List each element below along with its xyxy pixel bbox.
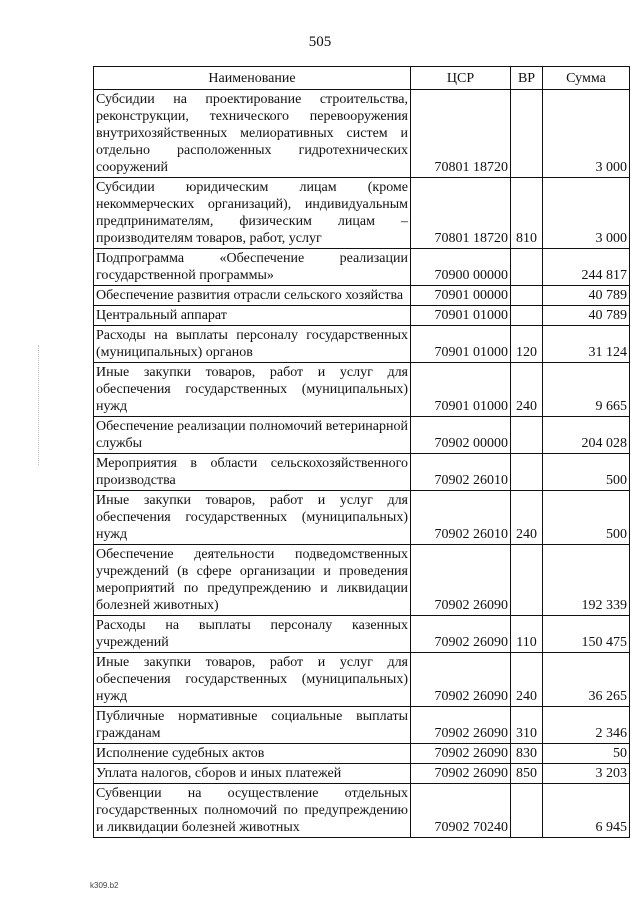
table-row	[94, 417, 630, 454]
row-name: Субвенции на осуществление отдельных государственных полномочий по предупреждению и ликвидации болезней животных	[94, 784, 411, 838]
row-csr: 70902 26090	[411, 764, 511, 784]
row-csr: 70902 26010	[411, 491, 511, 545]
row-name: Публичные нормативные социальные выплаты гражданам	[94, 707, 411, 744]
row-name: Обеспечение деятельности подведомственных учреждений (в сфере организации и проведения мероприятий по предупреждению и ликвидации болезней животных)	[94, 545, 411, 616]
row-sum: 2 346	[543, 707, 630, 744]
row-name: Субсидии на проектирование строительства, реконструкции, технического перевооружения внутрихозяйственных мелиоративных систем и отдельно расположенных гидротехнических сооружений	[94, 90, 411, 178]
row-sum: 500	[543, 454, 630, 491]
table-row	[94, 764, 630, 784]
row-name: Расходы на выплаты персоналу государственных (муниципальных) органов	[94, 326, 411, 363]
row-csr: 70902 26090	[411, 653, 511, 707]
row-vr: 240	[511, 491, 543, 545]
row-name: Иные закупки товаров, работ и услуг для обеспечения государственных (муниципальных) нужд	[94, 653, 411, 707]
row-csr: 70902 70240	[411, 784, 511, 838]
row-sum: 50	[543, 744, 630, 764]
row-csr: 70901 00000	[411, 286, 511, 306]
table-row	[94, 744, 630, 764]
row-sum: 40 789	[543, 306, 630, 326]
row-name: Уплата налогов, сборов и иных платежей	[94, 764, 411, 784]
row-csr: 70902 26090	[411, 616, 511, 653]
row-vr: 830	[511, 744, 543, 764]
table-row	[94, 363, 630, 417]
row-name: Мероприятия в области сельскохозяйственного производства	[94, 454, 411, 491]
row-vr: 810	[511, 178, 543, 249]
row-csr: 70902 26090	[411, 707, 511, 744]
table-row	[94, 249, 630, 286]
row-sum: 6 945	[543, 784, 630, 838]
table-row	[94, 454, 630, 491]
row-sum: 9 665	[543, 363, 630, 417]
row-csr: 70901 01000	[411, 326, 511, 363]
table-row	[94, 326, 630, 363]
row-vr	[511, 306, 543, 326]
table-row	[94, 616, 630, 653]
table-row	[94, 491, 630, 545]
row-name: Обеспечение развития отрасли сельского хозяйства	[94, 286, 411, 306]
row-csr: 70902 26010	[411, 454, 511, 491]
row-vr: 120	[511, 326, 543, 363]
table-header-row	[94, 67, 630, 90]
row-vr: 850	[511, 764, 543, 784]
header-name: Наименование	[94, 67, 411, 90]
row-csr: 70902 26090	[411, 545, 511, 616]
header-csr: ЦСР	[411, 67, 511, 90]
row-vr	[511, 545, 543, 616]
row-vr	[511, 417, 543, 454]
table-row	[94, 784, 630, 838]
row-sum: 36 265	[543, 653, 630, 707]
row-csr: 70901 01000	[411, 306, 511, 326]
row-csr: 70801 18720	[411, 178, 511, 249]
budget-table	[93, 66, 630, 838]
row-name: Исполнение судебных актов	[94, 744, 411, 764]
row-sum: 3 000	[543, 178, 630, 249]
row-vr: 110	[511, 616, 543, 653]
row-name: Обеспечение реализации полномочий ветеринарной службы	[94, 417, 411, 454]
table-row	[94, 286, 630, 306]
row-csr: 70901 01000	[411, 363, 511, 417]
page-number: 505	[308, 34, 332, 50]
row-name: Иные закупки товаров, работ и услуг для обеспечения государственных (муниципальных) нужд	[94, 491, 411, 545]
row-vr: 310	[511, 707, 543, 744]
row-name: Расходы на выплаты персоналу казенных учреждений	[94, 616, 411, 653]
row-sum: 244 817	[543, 249, 630, 286]
row-sum: 500	[543, 491, 630, 545]
row-vr: 240	[511, 363, 543, 417]
row-sum: 192 339	[543, 545, 630, 616]
row-vr	[511, 784, 543, 838]
header-sum: Сумма	[543, 67, 630, 90]
row-csr: 70902 00000	[411, 417, 511, 454]
table-row	[94, 653, 630, 707]
margin-mark	[38, 345, 40, 465]
row-vr	[511, 90, 543, 178]
footer-code: k309.b2	[90, 881, 119, 890]
row-vr	[511, 286, 543, 306]
row-vr	[511, 454, 543, 491]
row-csr: 70801 18720	[411, 90, 511, 178]
row-sum: 150 475	[543, 616, 630, 653]
table-row	[94, 707, 630, 744]
row-sum: 3 000	[543, 90, 630, 178]
header-vr: ВР	[511, 67, 543, 90]
row-csr: 70900 00000	[411, 249, 511, 286]
row-name: Субсидии юридическим лицам (кроме некоммерческих организаций), индивидуальным предпринимателям, физическим лицам – производителям товаров, работ, услуг	[94, 178, 411, 249]
row-name: Центральный аппарат	[94, 306, 411, 326]
row-sum: 3 203	[543, 764, 630, 784]
row-vr	[511, 249, 543, 286]
table-row	[94, 306, 630, 326]
row-sum: 204 028	[543, 417, 630, 454]
row-name: Иные закупки товаров, работ и услуг для обеспечения государственных (муниципальных) нужд	[94, 363, 411, 417]
table-row	[94, 545, 630, 616]
table-row	[94, 178, 630, 249]
row-vr: 240	[511, 653, 543, 707]
table-row	[94, 90, 630, 178]
row-sum: 31 124	[543, 326, 630, 363]
row-name: Подпрограмма «Обеспечение реализации государственной программы»	[94, 249, 411, 286]
row-sum: 40 789	[543, 286, 630, 306]
row-csr: 70902 26090	[411, 744, 511, 764]
